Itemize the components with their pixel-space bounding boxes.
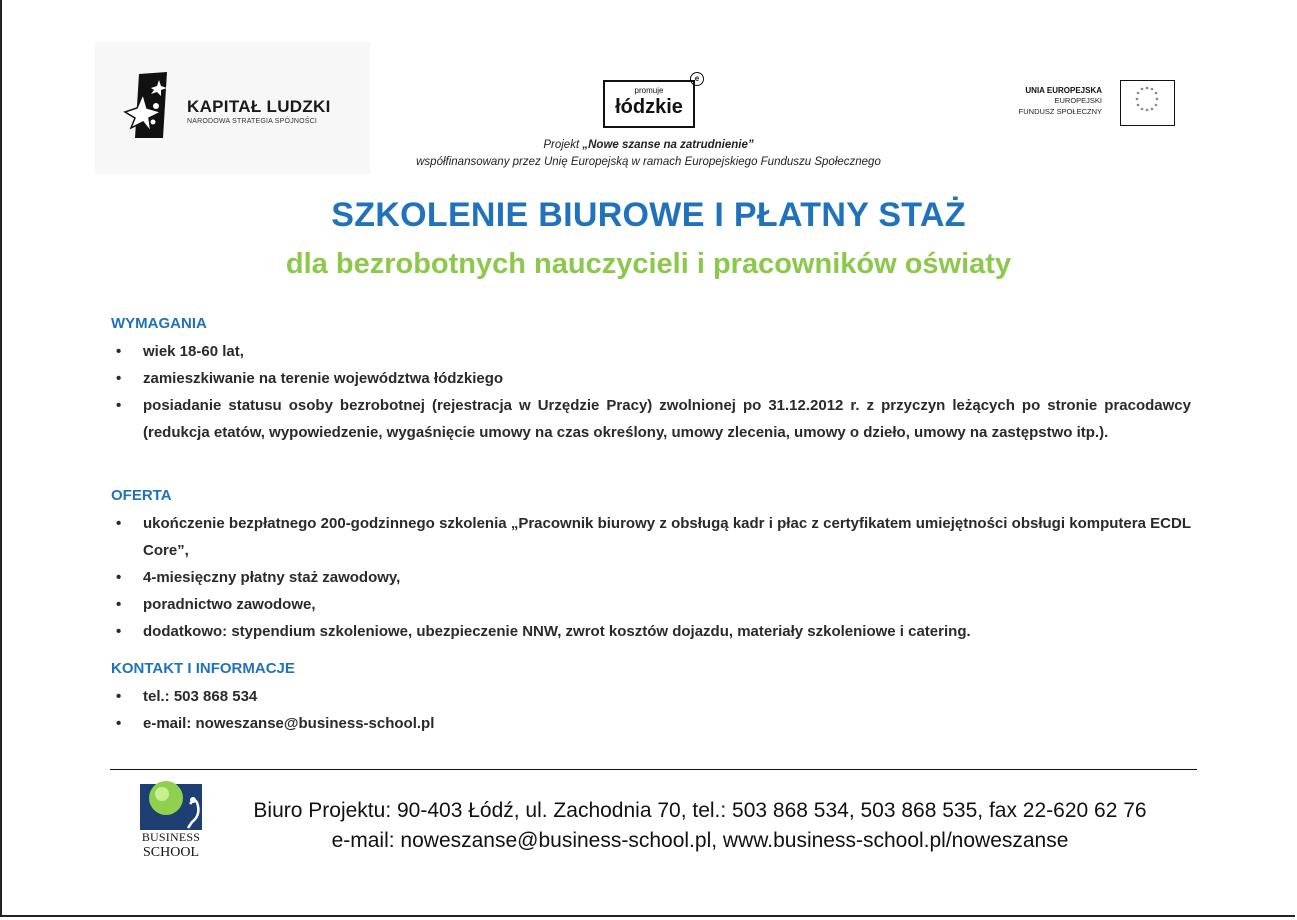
- list-item: [111, 618, 1191, 645]
- contact-heading: KONTAKT I INFORMACJE: [111, 660, 295, 677]
- footer-address: Biuro Projektu: 90-403 Łódź, ul. Zachodnia 70, tel.: 503 868 534, 503 868 535, fax 22-620 62 76: [253, 799, 1147, 822]
- bullet-icon: •: [116, 397, 122, 414]
- project-prefix: Projekt: [543, 139, 583, 151]
- bullet-icon: •: [116, 370, 122, 387]
- lodzkie-small-text: promuje: [634, 86, 664, 95]
- project-cofinance-line: współfinansowany przez Unię Europejską w ramach Europejskiego Funduszu Społecznego: [416, 156, 881, 168]
- list-item-text: poradnictwo zawodowe,: [143, 596, 316, 613]
- list-item-text: wiek 18-60 lat,: [143, 343, 244, 360]
- eu-logo: [1002, 80, 1177, 128]
- bullet-icon: •: [116, 688, 122, 705]
- svg-text:*: *: [1155, 97, 1159, 104]
- requirements-list: [111, 338, 1191, 446]
- business-school-line-1: BUSINESS: [141, 830, 201, 844]
- contact-phone: tel.: 503 868 534: [143, 688, 258, 705]
- list-item: [111, 564, 1191, 591]
- list-item-text: 4-miesięczny płatny staż zawodowy,: [143, 569, 401, 586]
- footer-contact: e-mail: noweszanse@business-school.pl, www.business-school.pl/noweszanse: [331, 829, 1069, 852]
- list-item: [111, 683, 1191, 710]
- svg-text:*: *: [1150, 107, 1154, 114]
- lodzkie-frame: [603, 80, 695, 128]
- bullet-icon: •: [116, 715, 122, 732]
- eu-flag-icon: [1120, 80, 1175, 126]
- list-item-text: posiadanie statusu osoby bezrobotnej (rejestracja w Urzędzie Pracy) zwolnionej po 31.12.2012 r. z przyczyn leżących po stronie pracodawcy (redukcja etatów, wypowiedzenie, wygaśnięcie umowy na czas określony, umowy zlecenia, umowy o dzieło, umowy na zastępstwo itp.).: [143, 397, 1191, 441]
- project-name: „Nowe szanse na zatrudnienie”: [582, 139, 754, 151]
- svg-text:*: *: [1135, 97, 1139, 104]
- svg-text:*: *: [1136, 103, 1140, 110]
- contact-email: e-mail: noweszanse@business-school.pl: [143, 715, 435, 732]
- svg-text:*: *: [1150, 87, 1154, 94]
- eu-line-1: UNIA EUROPEJSKA: [1025, 86, 1102, 95]
- offer-heading: OFERTA: [111, 487, 172, 504]
- lodzkie-e-mark: e: [690, 72, 704, 86]
- list-item-text: zamieszkiwanie na terenie województwa łódzkiego: [143, 370, 504, 387]
- page-subtitle: dla bezrobotnych nauczycieli i pracowników oświaty: [285, 248, 1012, 280]
- svg-text:*: *: [1145, 108, 1149, 115]
- kapital-ludzki-emblem-icon: [123, 72, 183, 140]
- bullet-icon: •: [116, 515, 122, 532]
- svg-text:*: *: [1154, 91, 1158, 98]
- svg-text:*: *: [1145, 86, 1149, 93]
- list-item-text: dodatkowo: stypendium szkoleniowe, ubezpieczenie NNW, zwrot kosztów dojazdu, materiały szkoleniowe i catering.: [143, 623, 971, 640]
- list-item: [111, 510, 1191, 564]
- kapital-ludzki-logo: [95, 42, 370, 174]
- svg-text:*: *: [1140, 87, 1144, 94]
- lodzkie-big-text: łódzkie: [615, 96, 683, 118]
- list-item: [111, 338, 1191, 365]
- contact-list: [111, 683, 1191, 737]
- bullet-icon: •: [116, 569, 122, 586]
- business-school-logo: [138, 778, 206, 864]
- svg-text:*: *: [1136, 91, 1140, 98]
- list-item-text: ukończenie bezpłatnego 200-godzinnego szkolenia „Pracownik biurowy z obsługą kadr i płac z certyfikatem umiejętności obsługi komputera ECDL Core”,: [143, 515, 1191, 559]
- bullet-icon: •: [116, 343, 122, 360]
- list-item: [111, 392, 1191, 446]
- kapital-ludzki-title: KAPITAŁ LUDZKI: [187, 97, 331, 116]
- eu-text-block: [1002, 86, 1102, 117]
- list-item: [111, 365, 1191, 392]
- eu-line-3: FUNDUSZ SPOŁECZNY: [1018, 107, 1102, 116]
- business-school-emblem-icon: [138, 778, 206, 830]
- eu-line-2: EUROPEJSKI: [1054, 96, 1102, 105]
- kapital-ludzki-subtitle: NARODOWA STRATEGIA SPÓJNOŚCI: [187, 118, 318, 125]
- offer-list: [111, 510, 1191, 645]
- svg-text:*: *: [1140, 107, 1144, 114]
- business-school-line-2: SCHOOL: [142, 845, 199, 860]
- list-item: [111, 591, 1191, 618]
- svg-text:*: *: [1154, 103, 1158, 110]
- project-name-line: [0, 139, 1297, 151]
- bullet-icon: •: [116, 596, 122, 613]
- bullet-icon: •: [116, 623, 122, 640]
- page-title: SZKOLENIE BIUROWE I PŁATNY STAŻ: [331, 196, 966, 234]
- list-item: [111, 710, 1191, 737]
- requirements-heading: WYMAGANIA: [111, 315, 207, 332]
- promuje-lodzkie-logo: [602, 72, 712, 134]
- footer-divider: [110, 769, 1197, 770]
